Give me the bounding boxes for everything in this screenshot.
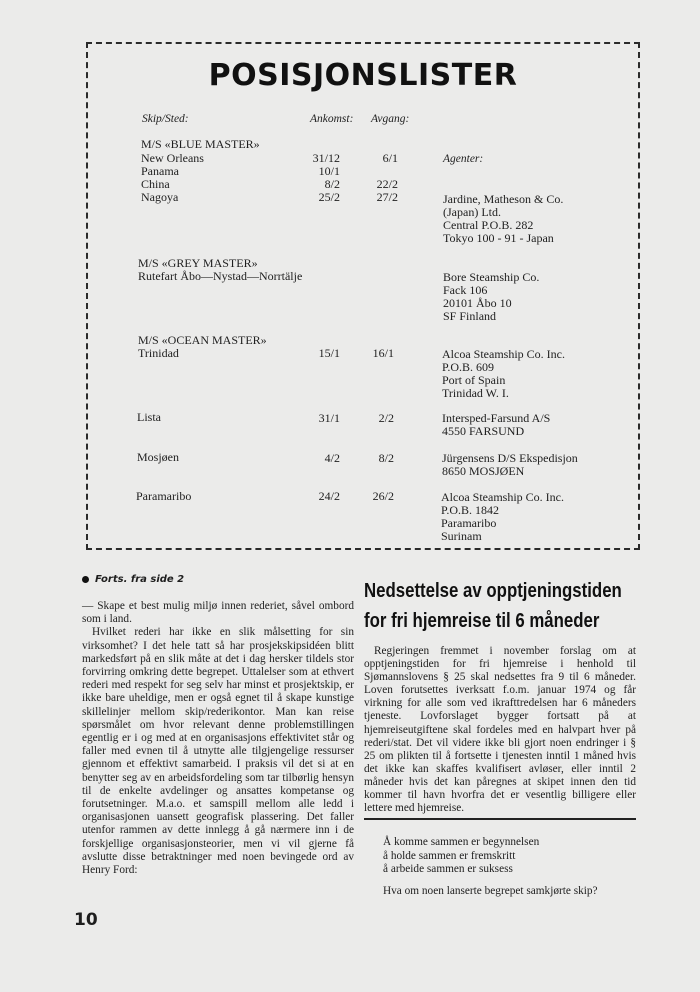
arrival-date: 4/2 [324, 451, 340, 465]
arrival-date: 8/2 [324, 177, 340, 191]
port-name: Lista [137, 410, 161, 424]
header-avgang: Avgang: [371, 113, 410, 125]
agent-line: Bore Steamship Co. [443, 270, 540, 284]
departure-date: 26/2 [372, 489, 394, 503]
bullet-icon [82, 576, 89, 583]
article-headline [364, 576, 622, 636]
departure-date: 22/2 [376, 177, 398, 191]
quote-line: Å komme sammen er begynnelsen [383, 836, 540, 848]
agent-line: Paramaribo [441, 516, 497, 530]
arrival-date: 24/2 [318, 489, 340, 503]
port-name: Nagoya [141, 190, 179, 204]
arrival-date: 15/1 [318, 346, 340, 360]
port-name: Trinidad [138, 346, 179, 360]
quote-line: å holde sammen er fremskritt [383, 849, 516, 862]
agent-address [443, 193, 563, 245]
headline-line: for fri hjemreise til 6 måneder [364, 609, 600, 632]
headline-line: Nedsettelse av opptjeningstiden [364, 579, 622, 602]
paragraph: Regjeringen fremmet i november forslag om at opptjeningstiden for fri hjemreise i henhold til Sjømannslovens § 25 skal nedsettes fra 9 til 6 måneder. Loven forutsettes iverksatt f.o.m. januar 1974 og får virkning for alle som ved ikrafttredelsen har 6 måneders tjeneste. Lovforslaget bygger fortsatt på at hjemreiseutgiftene skal fordeles med en halvpart hver på rederi/stat. Det vil videre ikke bli gjort noen endringer i § 25 om plikten til å fortsette i tjenesten inntil 1 måned hvis det ikke kan skaffes kvalifisert avløser, eller inntil 2 måneder hvis det kan påregnes at skipet innen den tid kommer til havn hvorfra det er vesentlig billigere eller lettere med hjemreise. [364, 645, 636, 815]
left-article [82, 600, 354, 877]
departure-date: 8/2 [378, 451, 394, 465]
arrival-date: 10/1 [318, 164, 340, 178]
paragraph: — Skape et best mulig miljø innen rederiet, såvel ombord som i land. [82, 600, 354, 626]
continued-note [82, 574, 184, 585]
page-number: 10 [74, 910, 98, 930]
divider [364, 818, 636, 820]
agent-line: 20101 Åbo 10 [443, 296, 512, 310]
ship-name-grey-master: M/S «GREY MASTER» [138, 256, 258, 270]
departure-date: 16/1 [372, 346, 394, 360]
port-name: Paramaribo [136, 489, 192, 503]
agent-line: P.O.B. 1842 [441, 503, 500, 517]
agent-line: 4550 FARSUND [442, 424, 525, 438]
agent-line: P.O.B. 609 [442, 360, 495, 374]
agent-line: Alcoa Steamship Co. Inc. [442, 347, 565, 361]
agent-address [442, 412, 550, 438]
agent-line: Trinidad W. I. [442, 386, 509, 400]
agent-line: Alcoa Steamship Co. Inc. [441, 490, 564, 504]
agent-line: 8650 MOSJØEN [442, 464, 525, 478]
agent-line: Surinam [441, 529, 482, 543]
continued-label: Forts. fra side 2 [95, 574, 185, 585]
right-article [364, 645, 636, 815]
route-text: Rutefart Åbo—Nystad—Norrtälje [138, 269, 303, 283]
agent-address [441, 491, 564, 543]
page-title: POSISJONSLISTER [208, 58, 518, 93]
ship-name-blue-master: M/S «BLUE MASTER» [141, 137, 260, 151]
agent-line: Fack 106 [443, 283, 488, 297]
agent-line: Jardine, Matheson & Co. [443, 192, 564, 206]
quote-block [383, 836, 643, 898]
agent-line: Intersped-Farsund A/S [442, 411, 551, 425]
agent-line: Port of Spain [442, 373, 506, 387]
arrival-date: 31/12 [312, 151, 340, 165]
ship-name-ocean-master: M/S «OCEAN MASTER» [138, 333, 267, 347]
arrival-date: 31/1 [318, 411, 340, 425]
header-skip-sted: Skip/Sted: [142, 113, 189, 125]
port-name: New Orleans [141, 151, 204, 165]
agent-line: (Japan) Ltd. [443, 205, 501, 219]
departure-date: 2/2 [378, 411, 394, 425]
port-name: China [141, 177, 170, 191]
agent-line: SF Finland [443, 309, 497, 323]
agent-address [443, 271, 539, 323]
agent-line: Jürgensens D/S Ekspedisjon [442, 451, 578, 465]
departure-date: 27/2 [376, 190, 398, 204]
header-agenter: Agenter: [443, 153, 484, 165]
quote-line: å arbeide sammen er suksess [383, 863, 513, 876]
agent-line: Tokyo 100 - 91 - Japan [443, 231, 554, 245]
departure-date: 6/1 [382, 151, 398, 165]
quote-question: Hva om noen lanserte begrepet samkjørte skip? [383, 884, 598, 897]
header-ankomst: Ankomst: [310, 113, 354, 125]
port-name: Mosjøen [137, 450, 179, 464]
agent-line: Central P.O.B. 282 [443, 218, 534, 232]
arrival-date: 25/2 [318, 190, 340, 204]
agent-address [442, 452, 578, 478]
port-name: Panama [141, 164, 179, 178]
paragraph: Hvilket rederi har ikke en slik målsetting for sin virksomhet? I det hele tatt så har prosjekskipsidéen blitt markedsført på en slik måte at det i dag hersker tildels stor forvirring omkring dette begrepet. Uttalelser som at ethvert rederi med respekt for seg selv har minst et prosjektskip, er ikke bare uheldige, men er også egnet til å skape kunstige skillelinjer mellom skip/rederikontor. Man kan reise spørsmålet om hvor relevant denne problemstillingen egentlig er i og med at en organisasjons effektivitet står og faller med evnen til å utnytte alle tilgjengelige ressurser gjennom et effektivt samarbeid. I praksis vil det si at en benytter seg av en arbeidsfordeling som tar tilbørlig hensyn til de enkelte avdelinger og ansattes kompetanse og forutsetninger. M.a.o. et samspill mellom alle ledd i organisasjonen uansett geografisk plassering. Det faller utenfor rammen av dette innlegg å gå nærmere inn i de forskjellige organisasjonsteorier, men vi vil gjerne få avslutte disse betraktninger med noen bevingede ord av Henry Ford: [82, 626, 354, 877]
agent-address [442, 348, 565, 400]
